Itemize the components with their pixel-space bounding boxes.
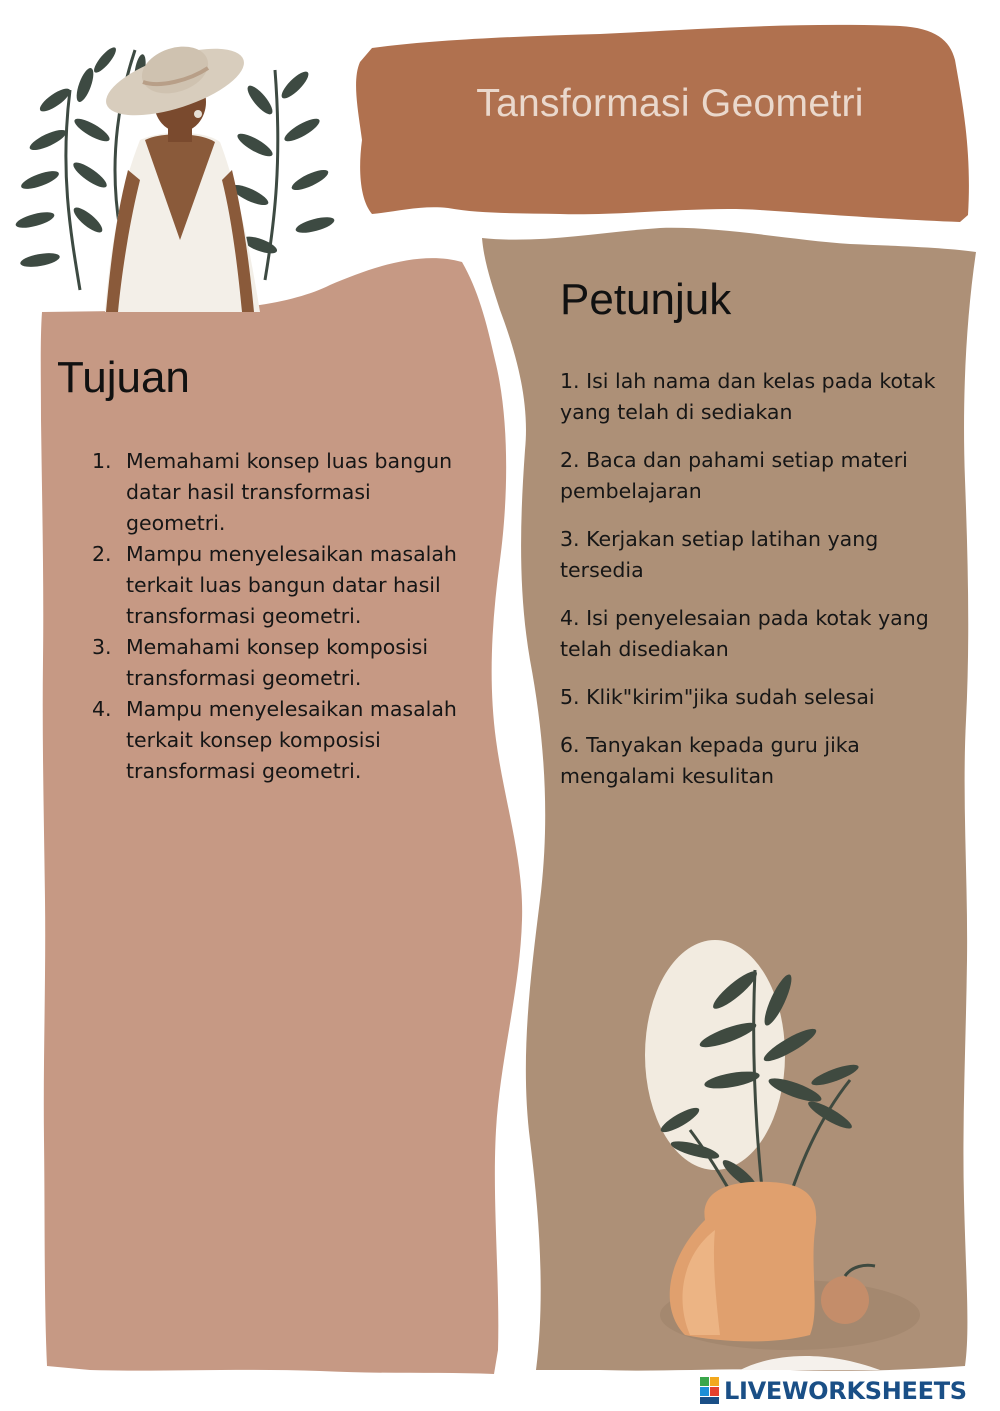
tujuan-item: 1. Memahami konsep luas bangun datar hasil transformasi geometri. bbox=[92, 449, 453, 535]
liveworksheets-logo-icon bbox=[700, 1377, 720, 1405]
tujuan-item: 2. Mampu menyelesaikan masalah terkait luas bangun datar hasil transformasi geometri. bbox=[92, 542, 457, 628]
petunjuk-item: 5. Klik"kirim"jika sudah selesai bbox=[560, 685, 875, 709]
petunjuk-item: 1. Isi lah nama dan kelas pada kotak yang telah di sediakan bbox=[560, 369, 936, 424]
petunjuk-item: 4. Isi penyelesaian pada kotak yang telah disediakan bbox=[560, 606, 929, 661]
page-title: Tansformasi Geometri bbox=[476, 82, 864, 125]
tujuan-list bbox=[86, 446, 476, 787]
petunjuk-list bbox=[560, 366, 960, 809]
woman-with-hat-icon bbox=[10, 30, 340, 312]
tujuan-heading: Tujuan bbox=[57, 353, 190, 402]
petunjuk-item: 6. Tanyakan kepada guru jika mengalami kesulitan bbox=[560, 733, 860, 788]
liveworksheets-brand[interactable] bbox=[700, 1376, 967, 1406]
petunjuk-item: 3. Kerjakan setiap latihan yang tersedia bbox=[560, 527, 879, 582]
petunjuk-heading: Petunjuk bbox=[560, 275, 732, 324]
brand-name: LIVEWORKSHEETS bbox=[724, 1377, 967, 1405]
vase-with-leaves-icon bbox=[620, 930, 920, 1370]
tujuan-item: 4. Mampu menyelesaikan masalah terkait konsep komposisi transformasi geometri. bbox=[92, 697, 457, 783]
petunjuk-item: 2. Baca dan pahami setiap materi pembelajaran bbox=[560, 448, 908, 503]
tujuan-panel bbox=[41, 258, 522, 1374]
tujuan-item: 3. Memahami konsep komposisi transformasi geometri. bbox=[92, 635, 429, 690]
